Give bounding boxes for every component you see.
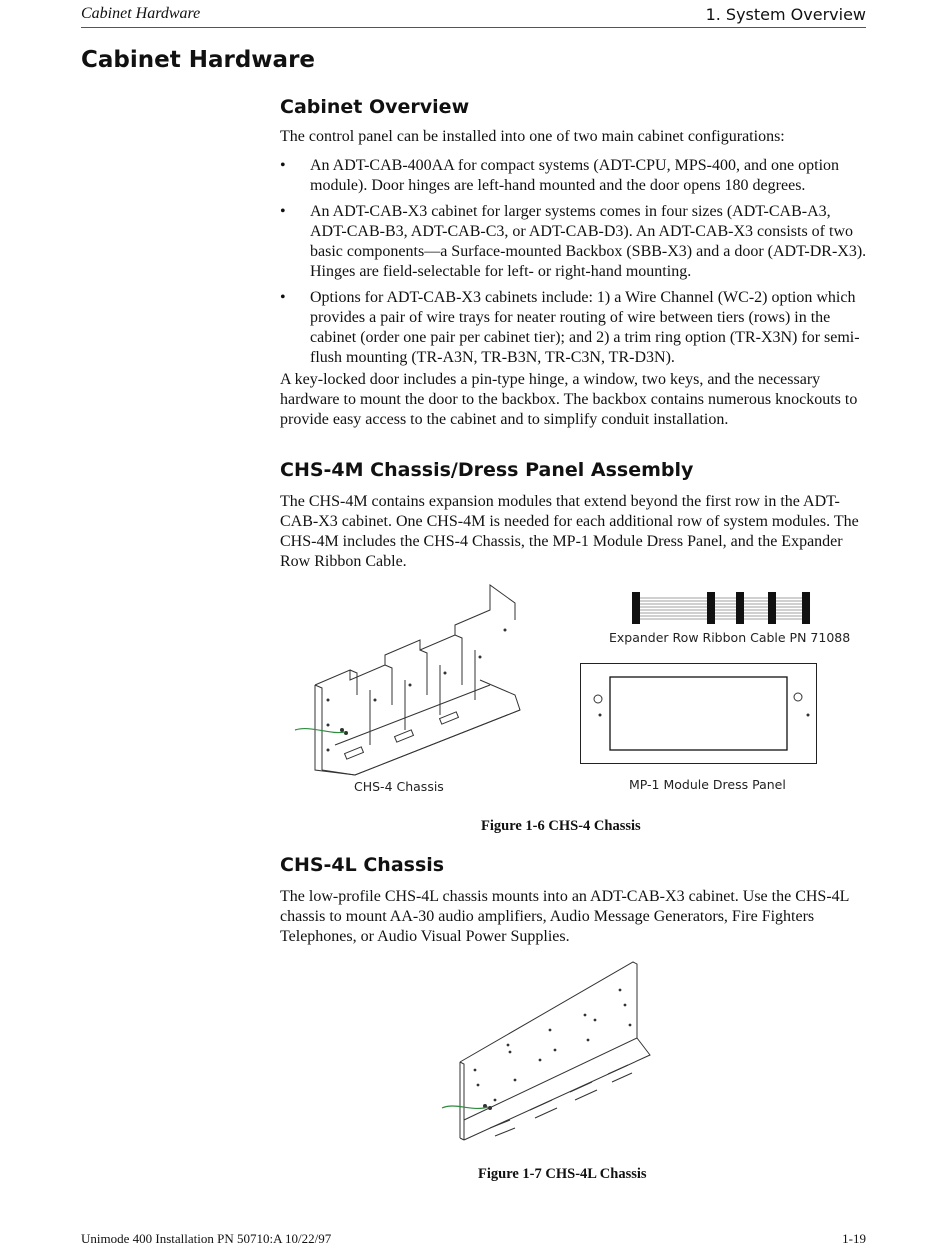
chs4m-section [280,459,870,572]
footer-page-number: 1-19 [842,1231,866,1246]
running-header-right: 1. System Overview [705,5,866,24]
list-item-text: An ADT-CAB-400AA for compact systems (ADT-CPU, MPS-400, and one option module). Door hinges are left-hand mounted and the door opens 180 degrees. [310,157,840,194]
dress-panel-drawing [580,663,818,765]
running-header-left: Cabinet Hardware [81,5,201,22]
cabinet-overview-heading: Cabinet Overview [280,96,470,118]
cabinet-overview-closing: A key-locked door includes a pin-type hinge, a window, two keys, and the necessary hardware to mount the door to the backbox. The backbox contains numerous knockouts to provide easy access to the cabinet and to simplify conduit installation. [280,371,858,428]
list-item: • Options for ADT-CAB-X3 cabinets include: 1) a Wire Channel (WC-2) option which provides a pair of wire trays for neater routing of wire between tiers (rows) in the cabinet (order one pair per cabinet tier); and 2) a trim ring option (TR-X3N) for semi-flush mounting (TR-A3N, TR-B3N, TR-C3N, TR-D3N). [280,289,860,366]
list-item: • An ADT-CAB-400AA for compact systems (ADT-CPU, MPS-400, and one option module). Door hinges are left-hand mounted and the door opens 180 degrees. [280,157,840,194]
chs4-chassis-drawing [290,585,530,775]
list-item-text: Options for ADT-CAB-X3 cabinets include: 1) a Wire Channel (WC-2) option which provides a pair of wire trays for neater routing of wire between tiers (rows) in the cabinet (order one pair per cabinet tier); and 2) a trim ring option (TR-X3N) for semi-flush mounting (TR-A3N, TR-B3N, TR-C3N, TR-D3N). [310,289,860,366]
dress-panel-label: MP-1 Module Dress Panel [629,777,786,792]
figure-1-6-caption: Figure 1-6 CHS-4 Chassis [481,818,641,834]
chs4l-body: The low-profile CHS-4L chassis mounts into an ADT-CAB-X3 cabinet. Use the CHS-4L chassis to mount AA-30 audio amplifiers, Audio Message Generators, Fire Fighters Telephones, or Audio Visual Power Supplies. [280,888,849,945]
chs4m-heading: CHS-4M Chassis/Dress Panel Assembly [280,459,694,481]
cabinet-overview-intro: The control panel can be installed into one of two main cabinet configurations: [280,128,785,145]
footer-document-info: Unimode 400 Installation PN 50710:A 10/22/97 [81,1231,332,1246]
list-item: • An ADT-CAB-X3 cabinet for larger systems comes in four sizes (ADT-CAB-A3, ADT-CAB-B3, ADT-CAB-C3, or ADT-CAB-D3). An ADT-CAB-X3 consists of two basic components—a Surface-mounted Backbox (SBB-X3) and a door (ADT-DR-X3). Hinges are field-selectable for left- or right-hand mounting. [280,203,867,280]
ribbon-cable-label: Expander Row Ribbon Cable PN 71088 [609,630,851,645]
figure-1-7-caption: Figure 1-7 CHS-4L Chassis [478,1166,647,1182]
page-title: Cabinet Hardware [81,47,316,73]
chs4l-section [280,854,870,947]
list-item-text: An ADT-CAB-X3 cabinet for larger systems comes in four sizes (ADT-CAB-A3, ADT-CAB-B3, ADT-CAB-C3, or ADT-CAB-D3). An ADT-CAB-X3 consists of two basic components—a Surface-mounted Backbox (SBB-X3) and a door (ADT-DR-X3). Hinges are field-selectable for left- or right-hand mounting. [310,203,867,280]
header-rule [81,27,866,28]
chs4l-chassis-drawing [440,960,655,1150]
cabinet-options-list [280,156,870,368]
chs4m-body: The CHS-4M contains expansion modules that extend beyond the first row in the ADT-CAB-X3 cabinet. One CHS-4M is needed for each additional row of system modules. The CHS-4M includes the CHS-4 Chassis, the MP-1 Module Dress Panel, and the Expander Row Ribbon Cable. [280,493,859,570]
chs4-chassis-label: CHS-4 Chassis [354,779,444,794]
ribbon-cable-drawing [632,592,812,624]
cabinet-overview-section [280,96,870,430]
chs4l-heading: CHS-4L Chassis [280,854,445,876]
